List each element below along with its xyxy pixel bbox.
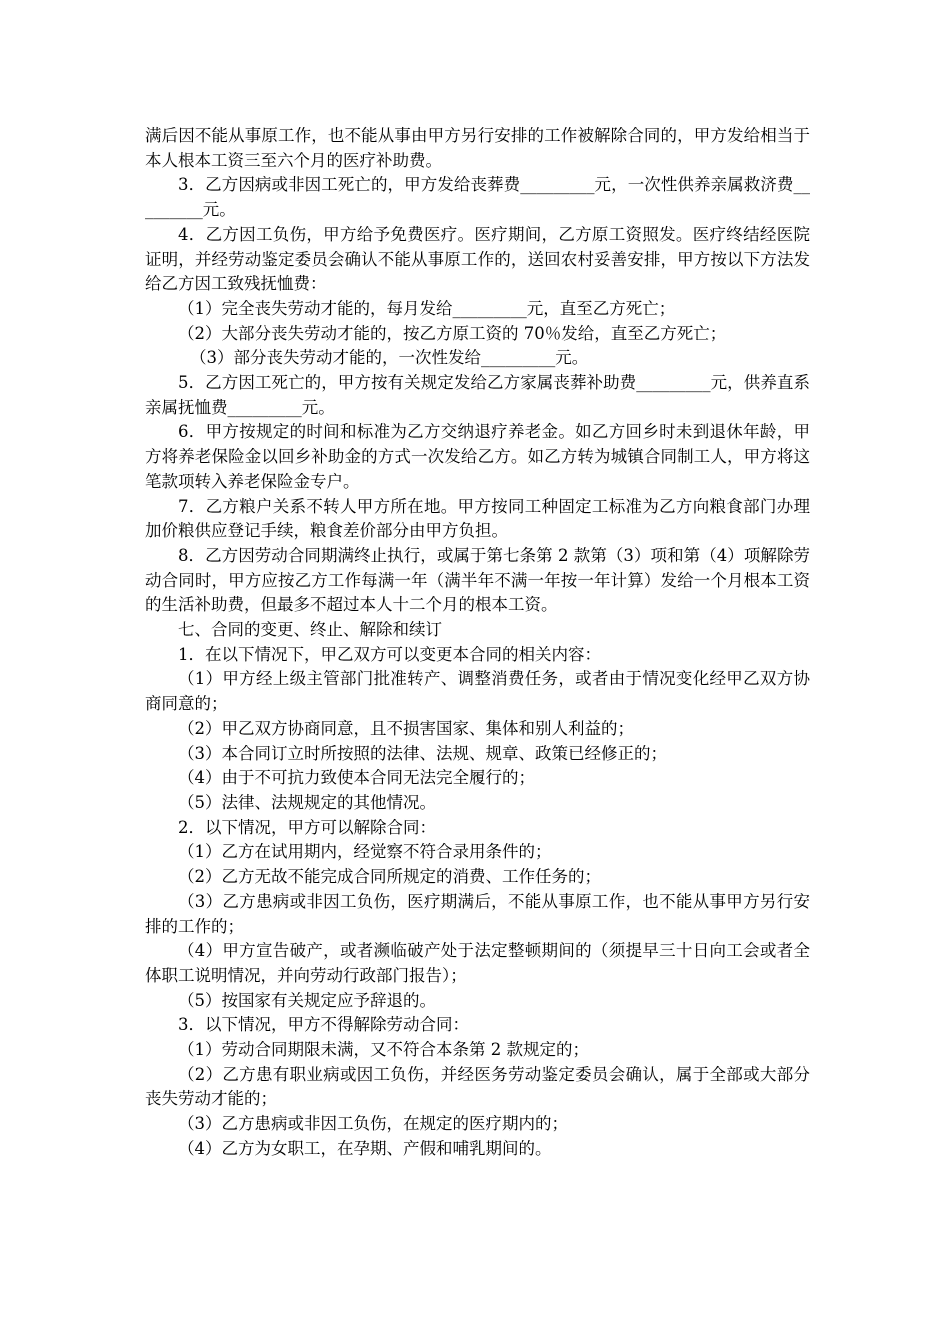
paragraph-clause-3-sub-1: （1）劳动合同期限未满，又不符合本条第 2 款规定的； [178,1040,589,1060]
paragraph-clause-3: 3．以下情况，甲方不得解除劳动合同： [178,1015,469,1035]
paragraph-item-3: 3．乙方因病或非因工死亡的，甲方发给丧葬费_________元，一次性供养亲属救济费_________元。 [145,175,810,220]
paragraph-clause-1-sub-1: （1）甲方经上级主管部门批准转产、调整消费任务，或者由于情况变化经甲乙双方协商同意的； [145,669,810,714]
paragraph-clause-3-sub-3: （3）乙方患病或非因工负伤，在规定的医疗期内的； [178,1114,568,1134]
document-body [145,124,810,1162]
paragraph-subitem-2: （2）大部分丧失劳动才能的，按乙方原工资的 70％发给，直至乙方死亡； [178,323,727,343]
paragraph-item-4: 4．乙方因工负伤，甲方给予免费医疗。医疗期间，乙方原工资照发。医疗终结经医院证明，并经劳动鉴定委员会确认不能从事原工作的，送回农村妥善安排，甲方按以下方法发给乙方因工致残抚恤费： [145,224,810,294]
paragraph-clause-2-sub-1: （1）乙方在试用期内，经觉察不符合录用条件的； [178,842,552,862]
paragraph-clause-1: 1．在以下情况下，甲乙双方可以变更本合同的相关内容： [178,644,601,664]
paragraph-clause-2-sub-5: （5）按国家有关规定应予辞退的。 [178,990,436,1010]
paragraph-clause-1-sub-5: （5）法律、法规规定的其他情况。 [178,792,436,812]
paragraph-clause-3-sub-2: （2）乙方患有职业病或因工负伤，并经医务劳动鉴定委员会确认，属于全部或大部分丧失劳动才能的； [145,1064,810,1109]
paragraph-clause-2-sub-3: （3）乙方患病或非因工负伤，医疗期满后，不能从事原工作，也不能从事甲方另行安排的工作的； [145,891,810,936]
paragraph-clause-2: 2．以下情况，甲方可以解除合同： [178,817,436,837]
paragraph-item-5: 5．乙方因工死亡的，甲方按有关规定发给乙方家属丧葬补助费_________元，供养直系亲属抚恤费_________元。 [145,373,810,417]
paragraph-item-7: 7．乙方粮户关系不转人甲方所在地。甲方按同工种固定工标准为乙方向粮食部门办理加价粮供应登记手续，粮食差价部分由甲方负担。 [145,496,810,541]
paragraph-clause-3-sub-4: （4）乙方为女职工，在孕期、产假和哺乳期间的。 [178,1138,552,1158]
paragraph-clause-1-sub-4: （4）由于不可抗力致使本合同无法完全履行的； [178,768,535,788]
paragraph-clause-1-sub-2: （2）甲乙双方协商同意，且不损害国家、集体和别人利益的； [178,718,634,738]
paragraph-clause-2-sub-4: （4）甲方宣告破产，或者濒临破产处于法定整顿期间的（须提早三十日向工会或者全体职工说明情况，并向劳动行政部门报告）； [145,941,810,985]
paragraph-subitem-3: （3）部分丧失劳动才能的，一次性发给_________元。 [190,348,589,368]
paragraph-subitem-1: （1）完全丧失劳动才能的，每月发给_________元，直至乙方死亡； [178,298,676,318]
paragraph-clause-2-sub-2: （2）乙方无故不能完成合同所规定的消费、工作任务的； [178,867,601,887]
paragraph-continuation: 满后因不能从事原工作，也不能从事由甲方另行安排的工作被解除合同的，甲方发给相当于本人根本工资三至六个月的医疗补助费。 [145,126,810,170]
paragraph-clause-1-sub-3: （3）本合同订立时所按照的法律、法规、规章、政策已经修正的； [178,743,667,763]
paragraph-item-8: 8．乙方因劳动合同期满终止执行，或属于第七条第 2 款第（3）项和第（4）项解除劳动合同时，甲方应按乙方工作每满一年（满半年不满一年按一年计算）发给一个月根本工资的生活补助费，但最多不超过本人十二个月的根本工资。 [145,545,810,615]
section-heading: 七、合同的变更、终止、解除和续订 [178,620,442,640]
paragraph-item-6: 6．甲方按规定的时间和标准为乙方交纳退疗养老金。如乙方回乡时未到退休年龄，甲方将养老保险金以回乡补助金的方式一次发给乙方。如乙方转为城镇合同制工人，甲方将这笔款项转入养老保险金专户。 [145,422,810,491]
